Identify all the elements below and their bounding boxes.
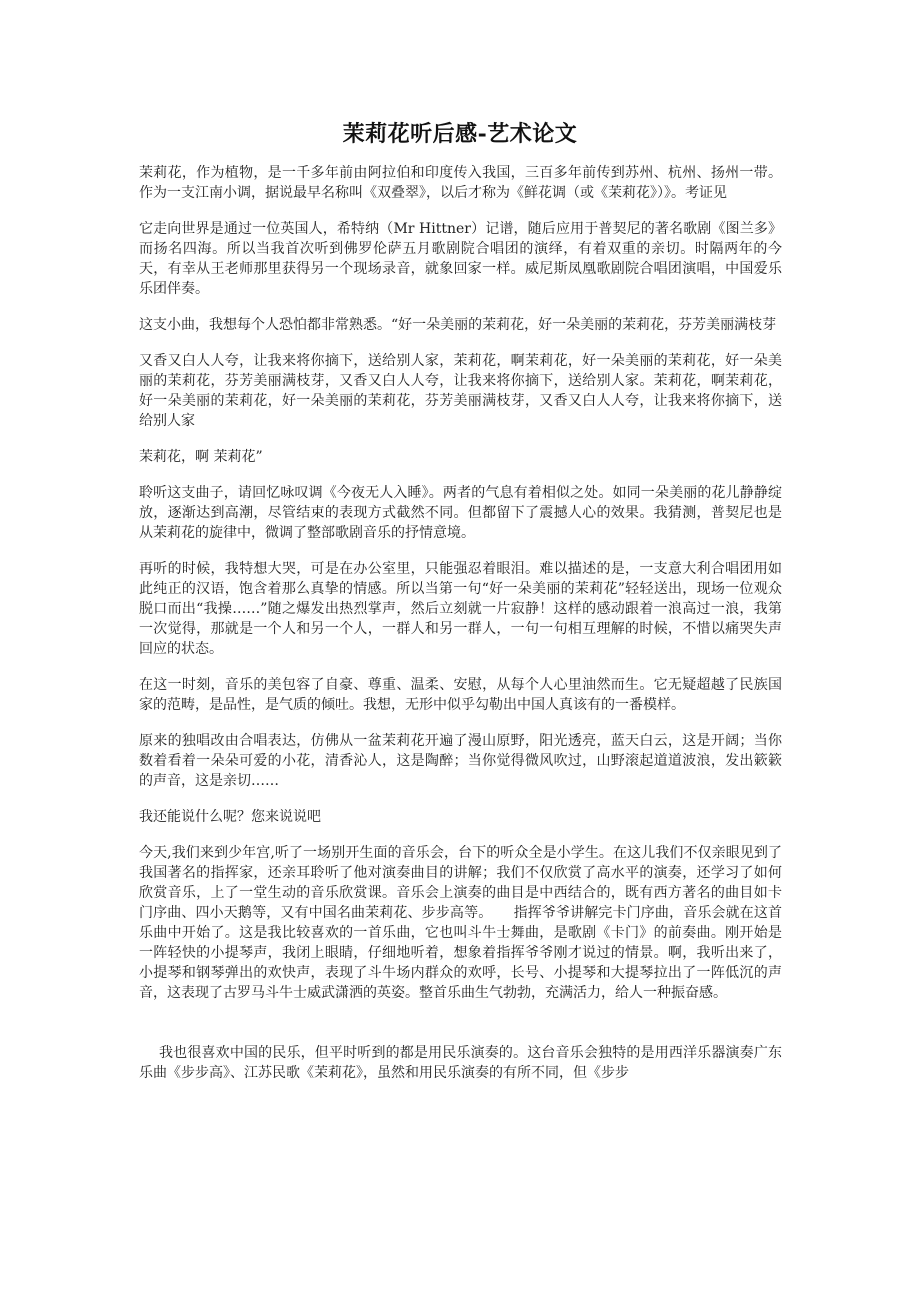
document-body: [139, 163, 782, 1099]
paragraph-4: 又香又白人人夸，让我来将你摘下，送给别人家，茉莉花，啊茉莉花，好一朵美丽的茉莉花，好一朵美丽的茉莉花，芬芳美丽满枝芽，又香又白人人夸，让我来将你摘下，送给别人家。茉莉花，啊茉莉花，好一朵美丽的茉莉花，好一朵美丽的茉莉花，芬芳美丽满枝芽，又香又白人人夸，让我来将你摘下，送给别人家: [139, 353, 782, 429]
paragraph-5: 茉莉花，啊 茉莉花”: [139, 449, 263, 465]
paragraph-8: 在这一时刻，音乐的美包容了自豪、尊重、温柔、安慰，从每个人心里油然而生。它无疑超越了民族国家的范畴，是品性，是气质的倾吐。我想，无形中似乎勾勒出中国人真该有的一番模样。: [139, 677, 782, 713]
paragraph-10: 我还能说什么呢？您来说说吧: [139, 809, 321, 825]
paragraph-2: 它走向世界是通过一位英国人，希特纳（Mr Hittner）记谱，随后应用于普契尼的著名歌剧《图兰多》而扬名四海。所以当我首次听到佛罗伦萨五月歌剧院合唱团的演绎，有着双重的亲切。时隔两年的今天，有幸从王老师那里获得另一个现场录音，就象回家一样。威尼斯凤凰歌剧院合唱团演唱，中国爱乐乐团伴奏。: [139, 221, 782, 297]
paragraph-3: 这支小曲，我想每个人恐怕都非常熟悉。“好一朵美丽的茉莉花，好一朵美丽的茉莉花，芬芳美丽满枝芽: [139, 317, 777, 333]
paragraph-9: 原来的独唱改由合唱表达，仿佛从一盆茉莉花开遍了漫山原野，阳光透亮，蓝天白云，这是开阔；当你数着看着一朵朵可爱的小花，清香沁人，这是陶醉；当你觉得微风吹过，山野滚起道道波浪，发出簌簌的声音，这是亲切……: [139, 733, 782, 789]
paragraph-1: 茉莉花，作为植物，是一千多年前由阿拉伯和印度传入我国，三百多年前传到苏州、杭州、扬州一带。作为一支江南小调，据说最早名称叫《双叠翠》，以后才称为《鲜花调（或《茉莉花》）》。考证见: [139, 165, 782, 201]
paragraph-12: 我也很喜欢中国的民乐，但平时听到的都是用民乐演奏的。这台音乐会独特的是用西洋乐器演奏广东乐曲《步步高》、江苏民歌《茉莉花》，虽然和用民乐演奏的有所不同，但《步步: [139, 1045, 782, 1081]
document-title: 茉莉花听后感-艺术论文: [342, 121, 578, 147]
paragraph-11: 今天,我们来到少年宫,听了一场别开生面的音乐会，台下的听众全是小学生。在这儿我们不仅亲眼见到了我国著名的指挥家，还亲耳聆听了他对演奏曲目的讲解；我们不仅欣赏了高水平的演奏，还学习了如何欣赏音乐，上了一堂生动的音乐欣赏课。音乐会上演奏的曲目是中西结合的，既有西方著名的曲目如卡门序曲、四小天鹅等，又有中国名曲茉莉花、步步高等。 指挥爷爷讲解完卡门序曲，音乐会就在这首乐曲中开始了。这是我比较喜欢的一首乐曲，它也叫斗牛士舞曲，是歌剧《卡门》的前奏曲。刚开始是一阵轻快的小提琴声，我闭上眼睛，仔细地听着，想象着指挥爷爷刚才说过的情景。啊，我听出来了，小提琴和钢琴弹出的欢快声，表现了斗牛场内群众的欢呼，长号、小提琴和大提琴拉出了一阵低沉的声音，这表现了古罗马斗牛士威武潇洒的英姿。整首乐曲生气勃勃，充满活力，给人一种振奋感。: [139, 845, 782, 1001]
paragraph-7: 再听的时候，我特想大哭，可是在办公室里，只能强忍着眼泪。难以描述的是，一支意大利合唱团用如此纯正的汉语，饱含着那么真挚的情感。所以当第一句“好一朵美丽的茉莉花”轻轻送出，现场一位观众脱口而出“我操……”随之爆发出热烈掌声，然后立刻就一片寂静！这样的感动跟着一浪高过一浪，我第一次觉得，那就是一个人和另一个人，一群人和另一群人，一句一句相互理解的时候，不惜以痛哭失声回应的状态。: [139, 561, 782, 657]
paragraph-6: 聆听这支曲子，请回忆咏叹调《今夜无人入睡》。两者的气息有着相似之处。如同一朵美丽的花儿静静绽放，逐渐达到高潮，尽管结束的表现方式截然不同。但都留下了震撼人心的效果。我猜测，普契尼也是从茉莉花的旋律中，微调了整部歌剧音乐的抒情意境。: [139, 485, 782, 541]
